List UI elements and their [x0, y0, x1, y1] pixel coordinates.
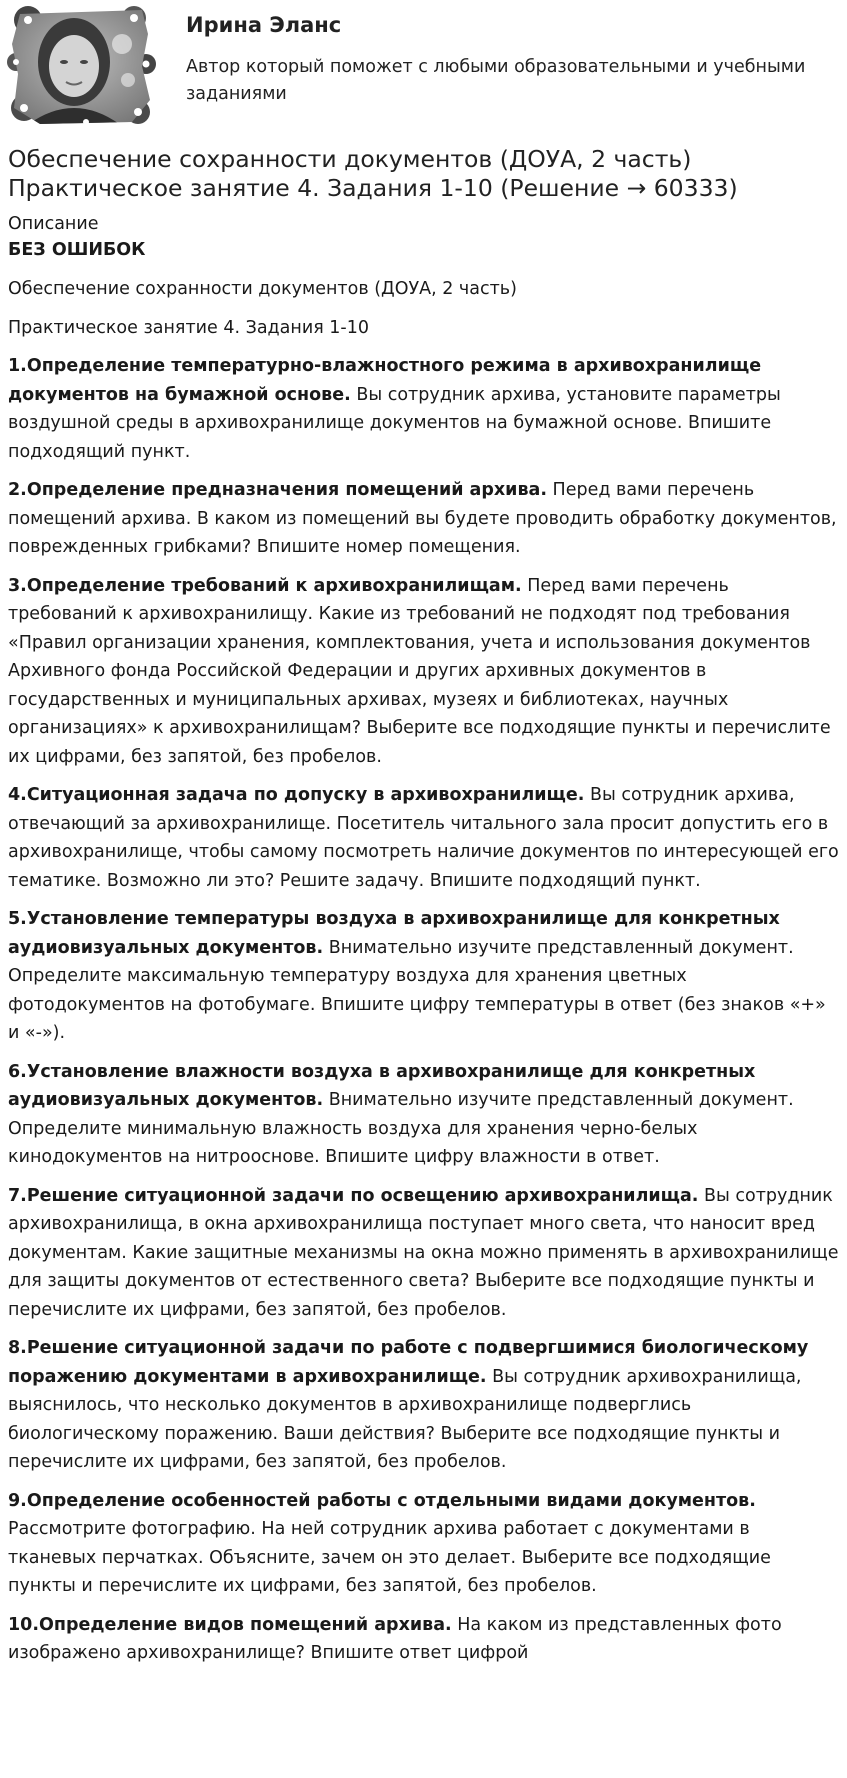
task-heading: 7.Решение ситуационной задачи по освещению архивохранилища.	[8, 1185, 699, 1206]
task-heading: 2.Определение предназначения помещений архива.	[8, 480, 547, 500]
task-list	[8, 352, 840, 1668]
task-text: Внимательно изучите представленный документ. Определите минимальную влажность воздуха для хранения черно-белых кинодокументов на нитрооснове. Впишите цифру влажности в ответ.	[8, 1090, 794, 1167]
task-text: На каком из представленных фото изображено архивохранилище? Впишите ответ цифрой	[8, 1614, 782, 1663]
task-item	[8, 905, 840, 1048]
task-item	[8, 1334, 840, 1477]
task-text: Вы сотрудник архивохранилища, выяснилось, что несколько документов в архивохранилище подверглись биологическому поражению. Ваши действия? Выберите все подходящие пункты и перечислите их цифрами, без запятой, без пробелов.	[8, 1366, 802, 1472]
avatar-image	[6, 4, 156, 126]
intro-paragraph: Обеспечение сохранности документов (ДОУА, 2 часть)	[8, 279, 517, 299]
task-text: Перед вами перечень помещений архива. В каком из помещений вы будете проводить обработку документов, поврежденных грибками? Впишите номер помещения.	[8, 480, 837, 557]
task-text: Перед вами перечень требований к архивохранилищу. Какие из требований не подходят под требования «Правил организации хранения, комплектования, учета и использования документов Архивного фонда Российской Федерации и других архивных документов в государственных и муниципальных архивах, музеях и библиотеках, научных организациях» к архивохранилищам? Выберите все подходящие пункты и перечислите их цифрами, без запятой, без пробелов.	[8, 575, 831, 767]
task-text: Внимательно изучите представленный документ. Определите максимальную температуру воздуха для хранения цветных фотодокументов на фотобумаге. Впишите цифру температуры в ответ (без знаков «+» и «-»).	[8, 937, 826, 1043]
task-item	[8, 352, 840, 466]
task-heading: 6.Установление влажности воздуха в архивохранилище для конкретных аудиовизуальных документов.	[8, 1061, 756, 1110]
author-name[interactable]: Ирина Эланс	[186, 13, 342, 37]
intro-paragraph: Практическое занятие 4. Задания 1-10	[8, 318, 370, 338]
task-item	[8, 1487, 840, 1601]
task-heading: 8.Решение ситуационной задачи по работе с подвергшимися биологическому поражению документами в архивохранилище.	[8, 1338, 809, 1387]
task-item	[8, 781, 840, 895]
task-item	[8, 1611, 840, 1668]
task-text: Вы сотрудник архива, установите параметры воздушной среды в архивохранилище документов на бумажной основе. Впишите подходящий пункт.	[8, 384, 781, 462]
task-heading: 3.Определение требований к архивохранилищам.	[8, 575, 522, 596]
document-content	[8, 145, 840, 1678]
document-title	[8, 145, 840, 203]
task-text: Вы сотрудник архива, отвечающий за архивохранилище. Посетитель читального зала просит допустить его в архивохранилище, чтобы самому посмотреть наличие документов по интересующей его тематике. Возможно ли это? Решите задачу. Впишите подходящий пункт.	[8, 785, 839, 891]
task-heading: 5.Установление температуры воздуха в архивохранилище для конкретных аудиовизуальных документов.	[8, 909, 780, 958]
task-item	[8, 476, 840, 562]
task-heading: 4.Ситуационная задача по допуску в архивохранилище.	[8, 785, 585, 805]
task-item	[8, 1182, 840, 1325]
avatar[interactable]	[6, 4, 156, 126]
task-text: Вы сотрудник архивохранилища, в окна архивохранилища поступает много света, что наносит вред документам. Какие защитные механизмы на окна можно применять в архивохранилище для защиты документов от естественного света? Выберите все подходящие пункты и перечислите их цифрами, без запятой, без пробелов.	[8, 1185, 839, 1320]
task-item	[8, 572, 840, 772]
task-text: Рассмотрите фотографию. На ней сотрудник архива работает с документами в тканевых перчатках. Объясните, зачем он это делает. Выберите все подходящие пункты и перечислите их цифрами, без запятой, без пробелов.	[8, 1519, 771, 1596]
no-errors-label: БЕЗ ОШИБОК	[8, 240, 146, 260]
task-heading: 1.Определение температурно-влажностного режима в архивохранилище документов на бумажной основе.	[8, 356, 762, 405]
title-line-1: Обеспечение сохранности документов (ДОУА, 2 часть)	[8, 145, 692, 173]
title-line-2: Практическое занятие 4. Задания 1-10 (Решение → 60333)	[8, 174, 738, 202]
author-description: Автор который поможет с любыми образовательными и учебными заданиями	[186, 57, 806, 104]
description-label: Описание	[8, 214, 99, 234]
author-card	[6, 4, 836, 129]
task-item	[8, 1058, 840, 1172]
task-heading: 9.Определение особенностей работы с отдельными видами документов.	[8, 1490, 756, 1511]
task-heading: 10.Определение видов помещений архива.	[8, 1614, 452, 1635]
